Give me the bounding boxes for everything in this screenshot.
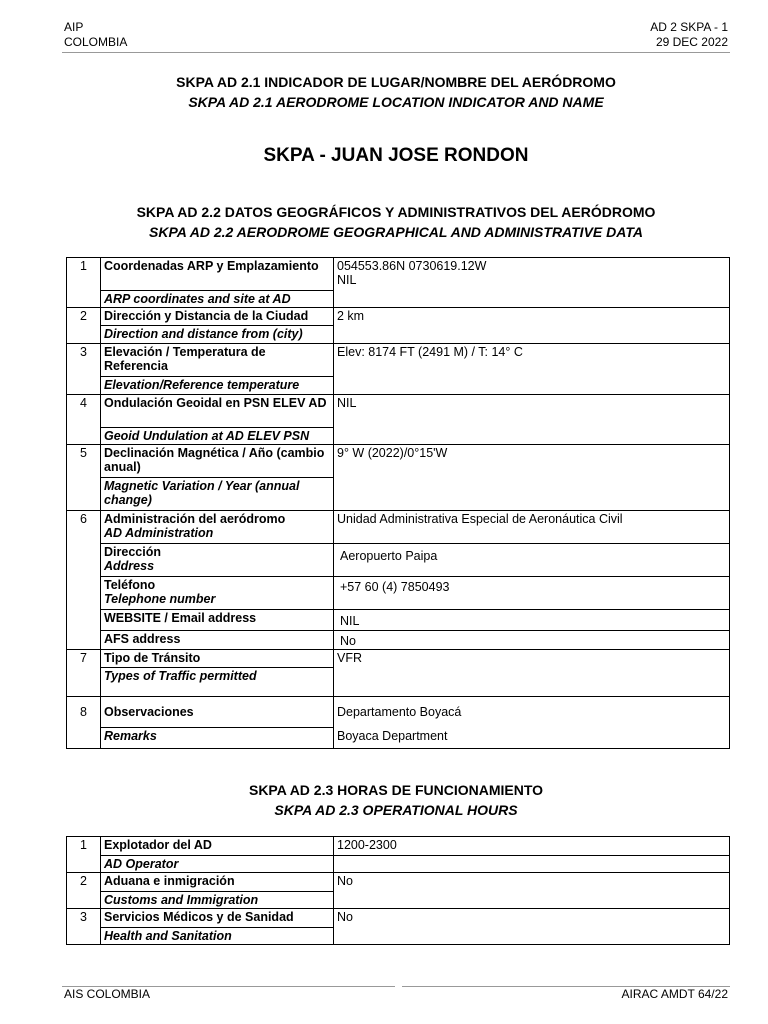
label-en: Telephone number bbox=[104, 592, 216, 606]
table-row bbox=[67, 445, 730, 478]
label-es: AFS address bbox=[101, 631, 334, 650]
section-2-3-title bbox=[62, 780, 730, 820]
label-en: Elevation/Reference temperature bbox=[101, 377, 334, 395]
header-right bbox=[650, 20, 728, 50]
footer-amendment: AIRAC AMDT 64/22 bbox=[621, 987, 728, 1001]
row-number: 5 bbox=[67, 445, 101, 511]
section-2-2-title bbox=[62, 202, 730, 242]
label-en: AD Operator bbox=[101, 856, 334, 873]
label-cell bbox=[101, 544, 334, 577]
value-text: No bbox=[334, 873, 730, 909]
value-text: Aeropuerto Paipa bbox=[334, 544, 730, 577]
table-row bbox=[67, 856, 730, 873]
value-text: No bbox=[334, 631, 730, 650]
value-text: NIL bbox=[334, 395, 730, 445]
table-row bbox=[67, 610, 730, 631]
row-number: 7 bbox=[67, 650, 101, 697]
label-es: Administración del aeródromo bbox=[104, 512, 286, 526]
label-es: WEBSITE / Email address bbox=[101, 610, 334, 631]
value-text: No bbox=[334, 909, 730, 945]
section-2-3-title-en: SKPA AD 2.3 OPERATIONAL HOURS bbox=[274, 802, 518, 818]
label-es: Observaciones bbox=[101, 697, 334, 728]
table-row bbox=[67, 577, 730, 610]
table-row bbox=[67, 909, 730, 928]
header-date: 29 DEC 2022 bbox=[655, 35, 728, 49]
value-text: +57 60 (4) 7850493 bbox=[334, 577, 730, 610]
value-text: NIL bbox=[334, 610, 730, 631]
operational-hours-table bbox=[66, 836, 730, 945]
label-en: Magnetic Variation / Year (annual change) bbox=[101, 478, 334, 511]
label-es: Aduana e inmigración bbox=[101, 873, 334, 892]
value-text: 054553.86N 0730619.12W bbox=[337, 259, 487, 273]
value-text: VFR bbox=[334, 650, 730, 697]
value-text: Elev: 8174 FT (2491 M) / T: 14° C bbox=[334, 344, 730, 395]
row-number: 1 bbox=[67, 837, 101, 873]
label-en: Types of Traffic permitted bbox=[101, 668, 334, 697]
label-en: Health and Sanitation bbox=[101, 928, 334, 945]
table-row bbox=[67, 650, 730, 668]
label-es: Declinación Magnética / Año (cambio anual) bbox=[101, 445, 334, 478]
row-number: 3 bbox=[67, 344, 101, 395]
row-number: 3 bbox=[67, 909, 101, 945]
label-es: Coordenadas ARP y Emplazamiento bbox=[101, 258, 334, 291]
footer-publisher: AIS COLOMBIA bbox=[64, 987, 151, 1001]
table-row bbox=[67, 544, 730, 577]
geographical-data-table bbox=[66, 257, 730, 749]
aerodrome-name: SKPA - JUAN JOSE RONDON bbox=[263, 145, 529, 166]
label-cell bbox=[101, 577, 334, 610]
value-text: Unidad Administrativa Especial de Aeronáutica Civil bbox=[334, 511, 730, 544]
label-es: Explotador del AD bbox=[101, 837, 334, 856]
section-2-2-title-en: SKPA AD 2.2 AERODROME GEOGRAPHICAL AND ADMINISTRATIVE DATA bbox=[149, 224, 643, 240]
value-text: 9° W (2022)/0°15'W bbox=[334, 445, 730, 511]
table-row bbox=[67, 344, 730, 377]
table-row bbox=[67, 837, 730, 856]
label-es: Dirección bbox=[104, 545, 161, 559]
label-en: Geoid Undulation at AD ELEV PSN bbox=[101, 428, 334, 445]
label-en: Direction and distance from (city) bbox=[101, 326, 334, 344]
section-2-3-title-es: SKPA AD 2.3 HORAS DE FUNCIONAMIENTO bbox=[248, 782, 544, 798]
value-text: 2 km bbox=[334, 308, 730, 344]
section-2-2-title-es: SKPA AD 2.2 DATOS GEOGRÁFICOS Y ADMINISTRATIVOS DEL AERÓDROMO bbox=[136, 204, 656, 220]
table-row bbox=[67, 697, 730, 728]
row-number: 1 bbox=[67, 258, 101, 308]
label-es: Elevación / Temperatura de Referencia bbox=[101, 344, 334, 377]
table-row bbox=[67, 728, 730, 749]
label-es: Tipo de Tránsito bbox=[101, 650, 334, 668]
header-divider bbox=[62, 52, 730, 53]
value-text: 1200-2300 bbox=[334, 837, 730, 856]
label-es: Dirección y Distancia de la Ciudad bbox=[101, 308, 334, 326]
table-row bbox=[67, 511, 730, 544]
label-en: Address bbox=[104, 559, 155, 573]
label-es: Ondulación Geoidal en PSN ELEV AD bbox=[101, 395, 334, 428]
label-en: Remarks bbox=[101, 728, 334, 749]
value-empty bbox=[334, 856, 730, 873]
section-2-1-title bbox=[62, 72, 730, 112]
table-row bbox=[67, 631, 730, 650]
header-page-ref: AD 2 SKPA - 1 bbox=[650, 20, 728, 34]
value-text: Boyaca Department bbox=[334, 728, 730, 749]
label-es: Teléfono bbox=[104, 578, 156, 592]
row-number: 6 bbox=[67, 511, 101, 650]
label-es: Servicios Médicos y de Sanidad bbox=[101, 909, 334, 928]
value-text: NIL bbox=[337, 273, 357, 287]
section-2-1-title-es: SKPA AD 2.1 INDICADOR DE LUGAR/NOMBRE DEL AERÓDROMO bbox=[176, 74, 616, 90]
table-row bbox=[67, 395, 730, 428]
table-row bbox=[67, 308, 730, 326]
row-number: 4 bbox=[67, 395, 101, 445]
label-en: AD Administration bbox=[104, 526, 214, 540]
value-cell bbox=[334, 258, 730, 308]
row-number: 8 bbox=[67, 697, 101, 749]
table-row bbox=[67, 873, 730, 892]
label-en: ARP coordinates and site at AD bbox=[101, 291, 334, 308]
header-left bbox=[64, 20, 127, 50]
table-row bbox=[67, 258, 730, 291]
label-en: Customs and Immigration bbox=[101, 892, 334, 909]
row-number: 2 bbox=[67, 308, 101, 344]
row-number: 2 bbox=[67, 873, 101, 909]
value-text: Departamento Boyacá bbox=[334, 697, 730, 728]
label-cell bbox=[101, 511, 334, 544]
header-country: COLOMBIA bbox=[64, 35, 128, 49]
section-2-1-title-en: SKPA AD 2.1 AERODROME LOCATION INDICATOR AND NAME bbox=[188, 94, 604, 110]
header-aip: AIP bbox=[64, 20, 84, 34]
